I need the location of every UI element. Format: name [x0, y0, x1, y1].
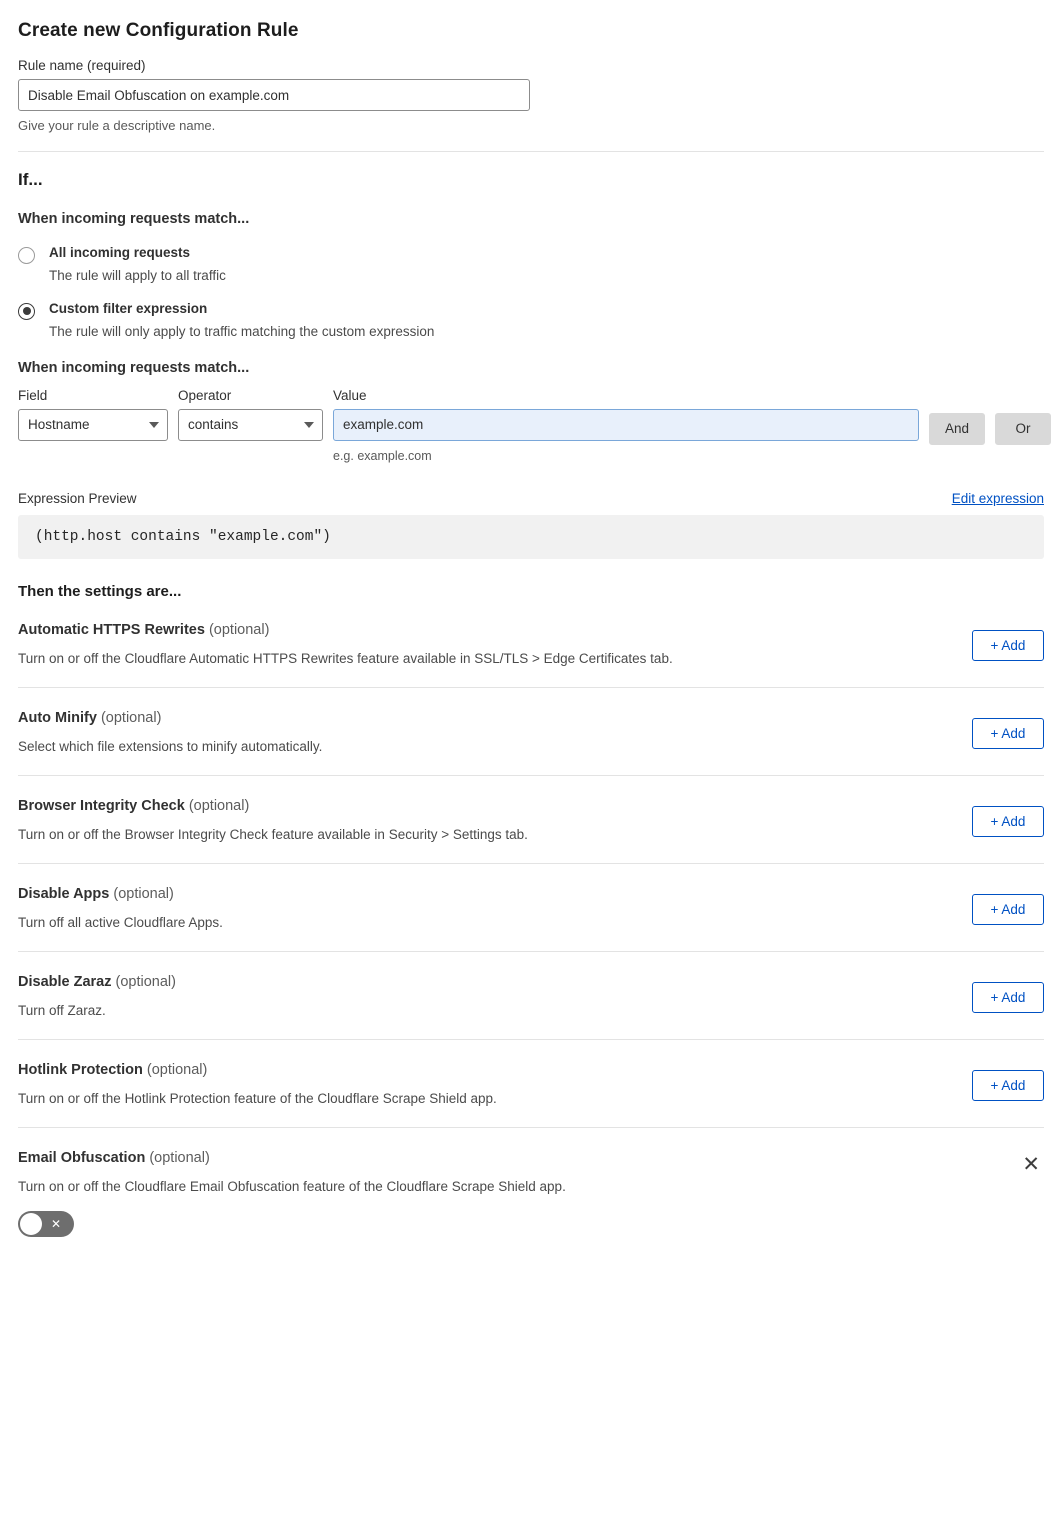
chevron-down-icon — [149, 422, 159, 428]
radio-option-all-incoming-requests[interactable] — [18, 246, 1044, 283]
setting-name-email-obfuscation: Email Obfuscation — [18, 1149, 146, 1166]
radio-all-incoming-requests-title: All incoming requests — [49, 245, 191, 260]
field-column — [18, 388, 168, 441]
operator-column — [178, 388, 323, 441]
setting-desc-automatic-https-rewrites: Turn on or off the Cloudflare Automatic HTTPS Rewrites feature available in SSL/TLS > Edge Certificates tab. — [18, 650, 673, 666]
divider-top — [18, 151, 1044, 152]
add-button-browser-integrity-check[interactable]: + Add — [972, 806, 1044, 837]
setting-optional-hotlink-protection: (optional) — [146, 1061, 208, 1078]
setting-desc-hotlink-protection: Turn on or off the Hotlink Protection feature of the Cloudflare Scrape Shield app. — [18, 1090, 497, 1106]
radio-all-incoming-requests-desc: The rule will apply to all traffic — [49, 267, 226, 283]
email-obfuscation-toggle[interactable] — [18, 1211, 74, 1237]
add-button-disable-apps[interactable]: + Add — [972, 894, 1044, 925]
value-input[interactable] — [333, 409, 919, 441]
field-select-value: Hostname — [28, 417, 90, 433]
remove-email-obfuscation-button[interactable]: ✕ — [1018, 1152, 1044, 1177]
field-select[interactable] — [18, 409, 168, 441]
expression-builder-row — [18, 388, 1044, 463]
setting-optional-disable-apps: (optional) — [113, 885, 174, 902]
setting-desc-disable-zaraz: Turn off Zaraz. — [18, 1002, 106, 1018]
value-label: Value — [333, 387, 367, 403]
value-column — [333, 388, 919, 463]
and-or-buttons — [929, 388, 1051, 445]
add-button-auto-minify[interactable]: + Add — [972, 718, 1044, 749]
setting-optional-disable-zaraz: (optional) — [115, 973, 176, 990]
radio-custom-filter-expression-title: Custom filter expression — [49, 300, 208, 316]
setting-row-email-obfuscation — [18, 1128, 1044, 1258]
setting-row-auto-minify — [18, 688, 1044, 776]
page-title: Create new Configuration Rule — [18, 20, 299, 41]
setting-row-automatic-https-rewrites — [18, 600, 1044, 688]
or-button[interactable]: Or — [995, 413, 1051, 445]
setting-row-browser-integrity-check — [18, 776, 1044, 864]
operator-select-value: contains — [188, 417, 239, 433]
setting-optional-auto-minify: (optional) — [100, 709, 162, 726]
setting-name-disable-zaraz: Disable Zaraz — [18, 973, 112, 990]
value-hint: e.g. example.com — [333, 448, 432, 463]
radio-custom-filter-expression-desc: The rule will only apply to traffic matching the custom expression — [49, 323, 435, 339]
and-button[interactable]: And — [929, 413, 985, 445]
radio-all-incoming-requests-icon[interactable] — [18, 247, 35, 264]
operator-label: Operator — [178, 387, 232, 403]
if-section-subheading: When incoming requests match... — [18, 211, 250, 227]
toggle-knob — [20, 1213, 42, 1235]
chevron-down-icon — [304, 422, 314, 428]
rule-name-help: Give your rule a descriptive name. — [18, 118, 216, 133]
edit-expression-link[interactable]: Edit expression — [951, 490, 1044, 506]
setting-name-browser-integrity-check: Browser Integrity Check — [18, 797, 185, 814]
radio-custom-filter-expression-icon[interactable] — [18, 303, 35, 320]
setting-name-disable-apps: Disable Apps — [18, 885, 110, 902]
setting-desc-auto-minify: Select which file extensions to minify automatically. — [18, 738, 323, 754]
setting-row-disable-zaraz — [18, 952, 1044, 1040]
setting-optional-automatic-https-rewrites: (optional) — [208, 621, 270, 638]
setting-desc-email-obfuscation: Turn on or off the Cloudflare Email Obfuscation feature of the Cloudflare Scrape Shield app. — [18, 1178, 566, 1194]
setting-row-disable-apps — [18, 864, 1044, 952]
setting-optional-email-obfuscation: (optional) — [149, 1149, 210, 1166]
setting-name-hotlink-protection: Hotlink Protection — [18, 1061, 143, 1078]
field-label: Field — [18, 387, 48, 403]
expression-preview-box: (http.host contains "example.com") — [18, 515, 1044, 559]
then-section-heading: Then the settings are... — [18, 582, 182, 600]
expression-preview-header — [18, 491, 1044, 506]
add-button-hotlink-protection[interactable]: + Add — [972, 1070, 1044, 1101]
setting-optional-browser-integrity-check: (optional) — [188, 797, 250, 814]
setting-row-hotlink-protection — [18, 1040, 1044, 1128]
setting-desc-browser-integrity-check: Turn on or off the Browser Integrity Check feature available in Security > Settings tab. — [18, 826, 528, 842]
expression-builder-heading: When incoming requests match... — [18, 359, 250, 376]
expression-preview-label: Expression Preview — [18, 490, 137, 506]
radio-option-custom-filter-expression[interactable] — [18, 302, 1044, 339]
close-icon: ✕ — [51, 1216, 62, 1231]
rule-name-label: Rule name (required) — [18, 58, 146, 73]
setting-name-auto-minify: Auto Minify — [18, 709, 97, 726]
rule-name-input[interactable] — [18, 79, 530, 111]
add-button-disable-zaraz[interactable]: + Add — [972, 982, 1044, 1013]
add-button-automatic-https-rewrites[interactable]: + Add — [972, 630, 1044, 661]
setting-name-automatic-https-rewrites: Automatic HTTPS Rewrites — [18, 621, 205, 638]
operator-select[interactable] — [178, 409, 323, 441]
setting-desc-disable-apps: Turn off all active Cloudflare Apps. — [18, 914, 223, 930]
if-section-heading: If... — [18, 170, 43, 189]
